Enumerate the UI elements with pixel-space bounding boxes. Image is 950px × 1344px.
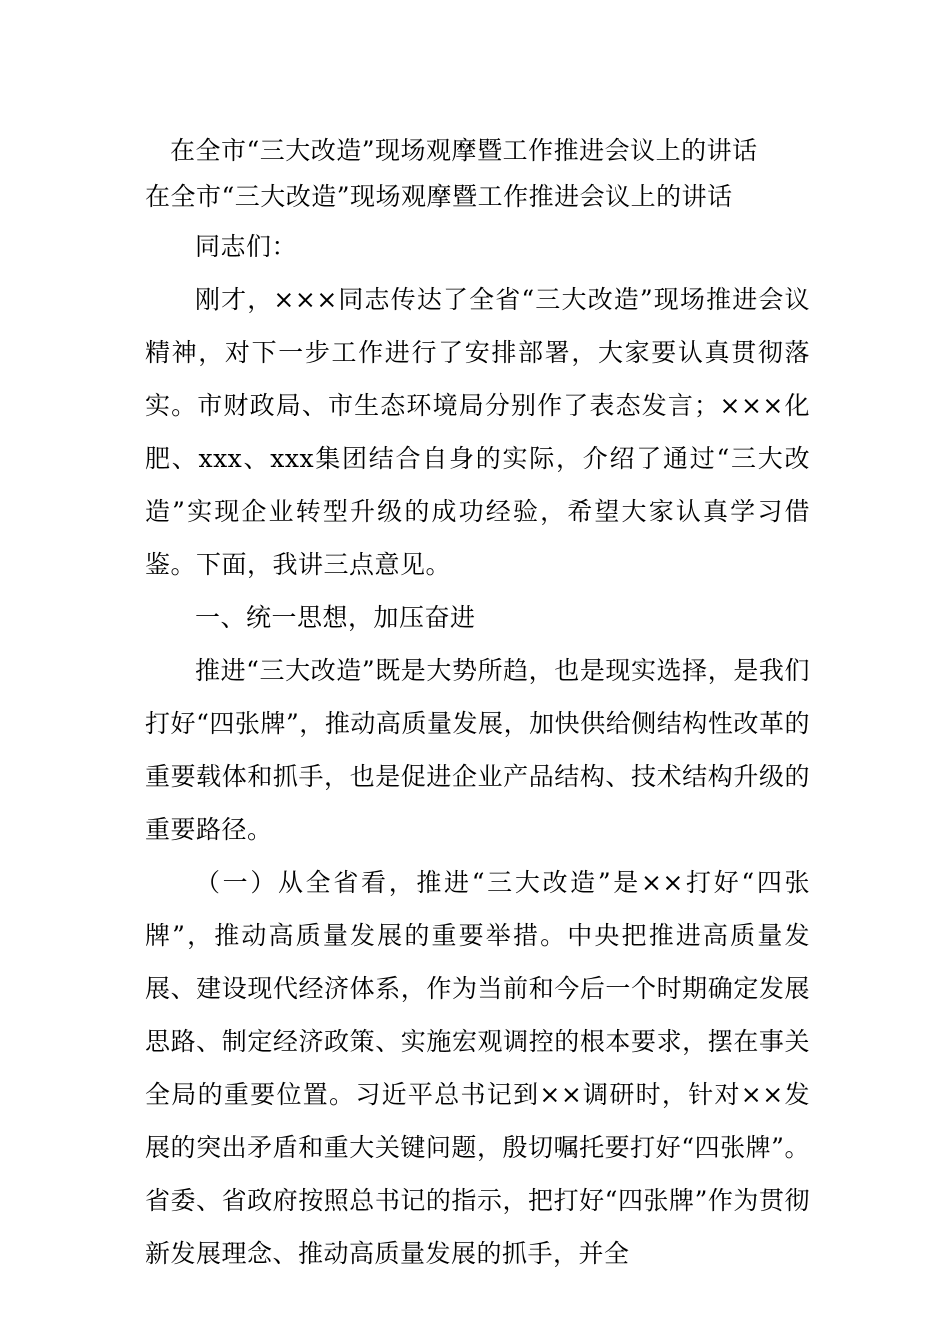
salutation: 同志们： [195,232,298,261]
document-subheading: 在全市“三大改造”现场观摩暨工作推进会议上的讲话 [145,182,733,211]
paragraph-point-1: （一）从全省看，推进“三大改造”是××打好“四张牌”，推动高质量发展的重要举措。中央把推进高质量发展、建设现代经济体系，作为当前和今后一个时期确定发展思路、制定经济政策、实施宏观调控的根本要求，摆在事关全局的重要位置。习近平总书记到××调研时，针对××发展的突出矛盾和重大关键问题，殷切嘱托要打好“四张牌”。省委、省政府按照总书记的指示，把打好“四张牌”作为贯彻新发展理念、推动高质量发展的抓手，并全 [145,868,810,1268]
section-heading-1: 一、统一思想，加压奋进 [195,603,476,632]
paragraph-section-1: 推进“三大改造”既是大势所趋，也是现实选择，是我们打好“四张牌”，推动高质量发展，加快供给侧结构性改革的重要载体和抓手，也是促进企业产品结构、技术结构升级的重要路径。 [145,656,810,844]
paragraph-intro: 刚才，×××同志传达了全省“三大改造”现场推进会议精神，对下一步工作进行了安排部署，大家要认真贯彻落实。市财政局、市生态环境局分别作了表态发言；×××化肥、xxx、xxx集团结合自身的实际，介绍了通过“三大改造”实现企业转型升级的成功经验，希望大家认真学习借鉴。下面，我讲三点意见。 [145,285,810,579]
document-heading: 在全市“三大改造”现场观摩暨工作推进会议上的讲话 [170,136,758,165]
document-body [145,128,810,1280]
